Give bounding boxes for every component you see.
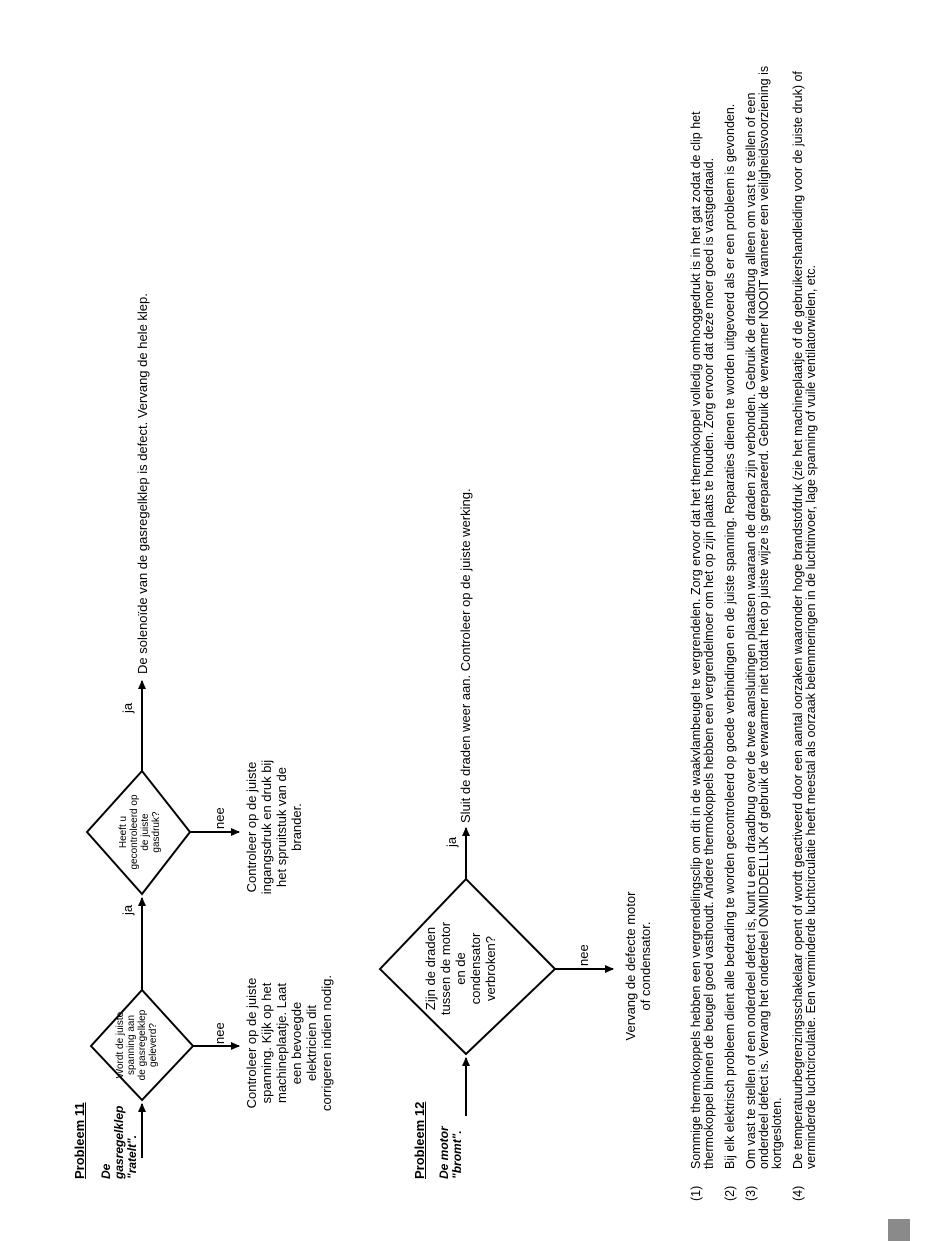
p11-q2-no-action: Controleer op de juiste ingangsdruk en druk bij het spruitstuk van de brander. [244,759,304,895]
p11-q1-yes-label: ja [120,904,135,915]
note-4-number: (4) [791,1185,805,1201]
note-2-number: (2) [723,1185,737,1201]
footnotes [690,41,826,1201]
p12-symptom: De motor "bromt". [437,1126,464,1179]
p11-q2-no-label: nee [212,807,227,829]
p11-heading: Probleem 11 [72,1102,87,1179]
p12-q1-text: Zijn de draden tussen de motor en de condensator verbroken? [423,921,498,1016]
p12-q1-no-action: Vervang de defecte motor of condensator. [623,891,653,1041]
note-3 [745,41,784,1201]
p11-q2-yes-action: De solenoïde van de gasregelklep is defect. Vervang de hele klep. [135,293,150,674]
p11-q1-no-label: nee [212,1022,227,1044]
p11-q2-yes-label: ja [120,702,135,713]
note-2 [724,41,737,1201]
p11-q1-no-action: Controleer op de juiste spanning. Kijk op het machineplaatje. Laat een bevoegde elektricien dit corrigeren indien nodig. [244,975,334,1111]
note-2-text: Bij elk elektrisch probleem dient alle bedrading te worden gecontroleerd op goede verbindingen en de juiste spanning. Reparaties dienen te worden uitgevoerd als er een probleem is gevonden. [723,103,737,1169]
note-4 [792,41,818,1201]
p12-heading: Probleem 12 [412,1101,427,1179]
note-1-number: (1) [689,1185,703,1201]
note-3-number: (3) [744,1185,758,1201]
p12-q1-no-label: nee [576,944,591,966]
note-3-text: Om vast te stellen of een onderdeel defect is, kunt u een draadbrug over de twee aansluitingen plaatsen waaraan de draden zijn verbonden. Gebruik de draadbrug alleen om vast te stellen of een onderdeel defect is. Vervang het onderdeel ONMIDDELLIJK of gebruik de verwarmer niet totdat het op juiste wijze is gerepareerd. Gebruik de verwarmer NOOIT wanneer een veiligheidsvoorziening is kortgesloten. [744,65,784,1169]
note-1-text: Sommige thermokoppels hebben een vergrendelingsclip om dit in de waakvlambeugel te vergrendelen. Zorg ervoor dat het thermokoppel volledig omhooggedrukt is in het gat zodat de clip het thermokoppel binnen de beugel goed vasthoudt. Andere thermokoppels hebben een vergrendelmoer om het op zijn plaats te houden. Zorg ervoor dat deze moer goed is vastgedraaid. [689,111,716,1169]
p12-q1-yes-label: ja [444,836,459,847]
note-1 [690,41,716,1201]
p12-q1-yes-action: Sluit de draden weer aan. Controleer op de juiste werking. [458,488,473,823]
p11-symptom: De gasregelklep "ratelt". [99,1105,139,1179]
p11-q2-text: Heeft u gecontroleerd op de juiste gasdruk? [118,794,162,870]
note-4-text: De temperatuurbegrenzingsschakelaar opent of wordt geactiveerd door een aantal oorzaken waaronder hoge brandstofdruk (zie het machineplaatje of de gebruikershandleiding voor de juiste druk) of verminderde luchtcirculatie. Een verminderde luchtcirculatie heeft meestal als oorzaak belemmeringen in de luchtinvoer, lage spanning of vuile ventilatorwielen, etc. [791,71,818,1169]
p11-q1-text: Wordt de juiste spanning aan de gasregelklep geleverd? [115,1009,159,1081]
gray-square-marker [888,1219,910,1241]
